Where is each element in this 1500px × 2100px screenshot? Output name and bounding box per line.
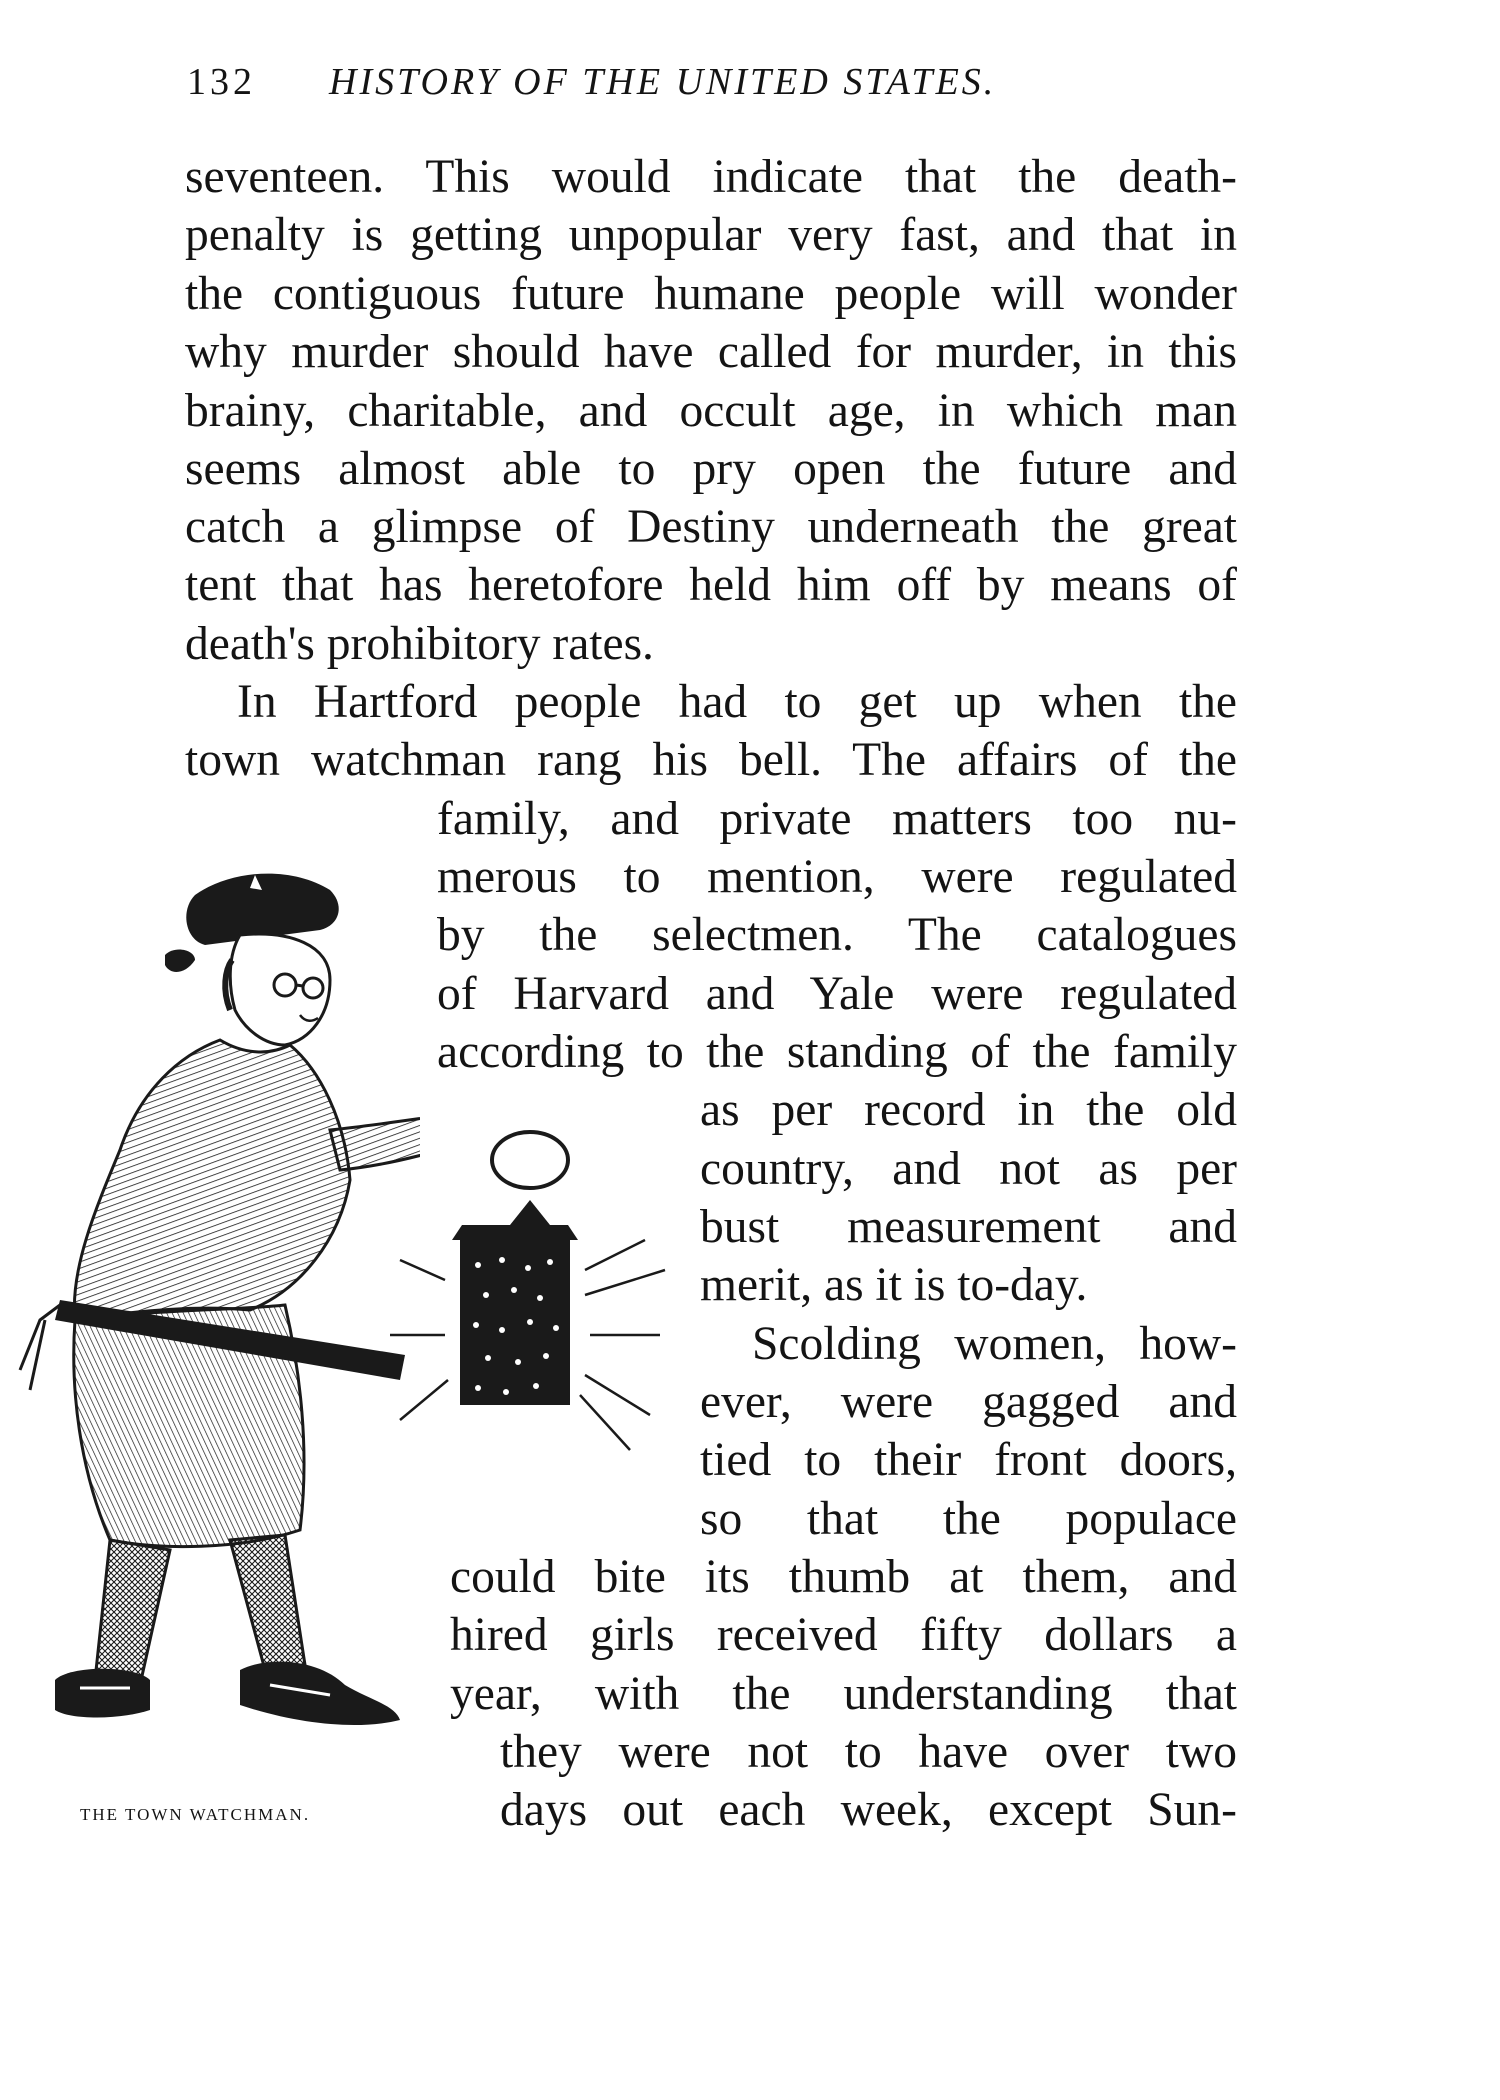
cape-shape xyxy=(74,1040,350,1320)
text-line: merous to mention, were regulated xyxy=(437,851,1237,903)
text-line: country, and not as per xyxy=(700,1143,1237,1195)
running-title: HISTORY OF THE UNITED STATES. xyxy=(329,61,997,103)
page-number: 132 xyxy=(187,61,256,103)
text-line: as per record in the old xyxy=(700,1084,1237,1136)
text-line: family, and private matters too nu- xyxy=(437,793,1237,845)
text-line: hired girls received fifty dollars a xyxy=(450,1609,1237,1661)
text-line: town watchman rang his bell. The affairs of the xyxy=(185,734,1237,786)
text-line: the contiguous future humane people will wonder xyxy=(185,268,1237,320)
text-line: tent that has heretofore held him off by means of xyxy=(185,559,1237,611)
text-line: brainy, charitable, and occult age, in which man xyxy=(185,385,1237,437)
text-line: ever, were gagged and xyxy=(700,1376,1237,1428)
figure-caption: THE TOWN WATCHMAN. xyxy=(80,1805,311,1824)
lantern-illustration xyxy=(390,1130,690,1470)
text-line: could bite its thumb at them, and xyxy=(450,1551,1237,1603)
text-line: of Harvard and Yale were regulated xyxy=(437,968,1237,1020)
text-line: Scolding women, how- xyxy=(752,1318,1237,1370)
text-line: tied to their front doors, xyxy=(700,1434,1237,1486)
text-line: days out each week, except Sun- xyxy=(500,1784,1237,1836)
running-header xyxy=(187,60,1237,110)
text-line: so that the populace xyxy=(700,1493,1237,1545)
text-line: by the selectmen. The catalogues xyxy=(437,909,1237,961)
text-line: penalty is getting unpopular very fast, and that in xyxy=(185,209,1237,261)
town-watchman-illustration xyxy=(0,850,420,1750)
text-line: bust measurement and xyxy=(700,1201,1237,1253)
text-line: year, with the understanding that xyxy=(450,1668,1237,1720)
text-line: they were not to have over two xyxy=(500,1726,1237,1778)
text-line: why murder should have called for murder, in this xyxy=(185,326,1237,378)
text-line: catch a glimpse of Destiny underneath the great xyxy=(185,501,1237,553)
text-line: In Hartford people had to get up when the xyxy=(237,676,1237,728)
text-line: according to the standing of the family xyxy=(437,1026,1237,1078)
text-line: seems almost able to pry open the future and xyxy=(185,443,1237,495)
text-line: death's prohibitory rates. xyxy=(185,618,654,670)
text-line: merit, as it is to-day. xyxy=(700,1259,1088,1311)
text-line: seventeen. This would indicate that the death- xyxy=(185,151,1237,203)
